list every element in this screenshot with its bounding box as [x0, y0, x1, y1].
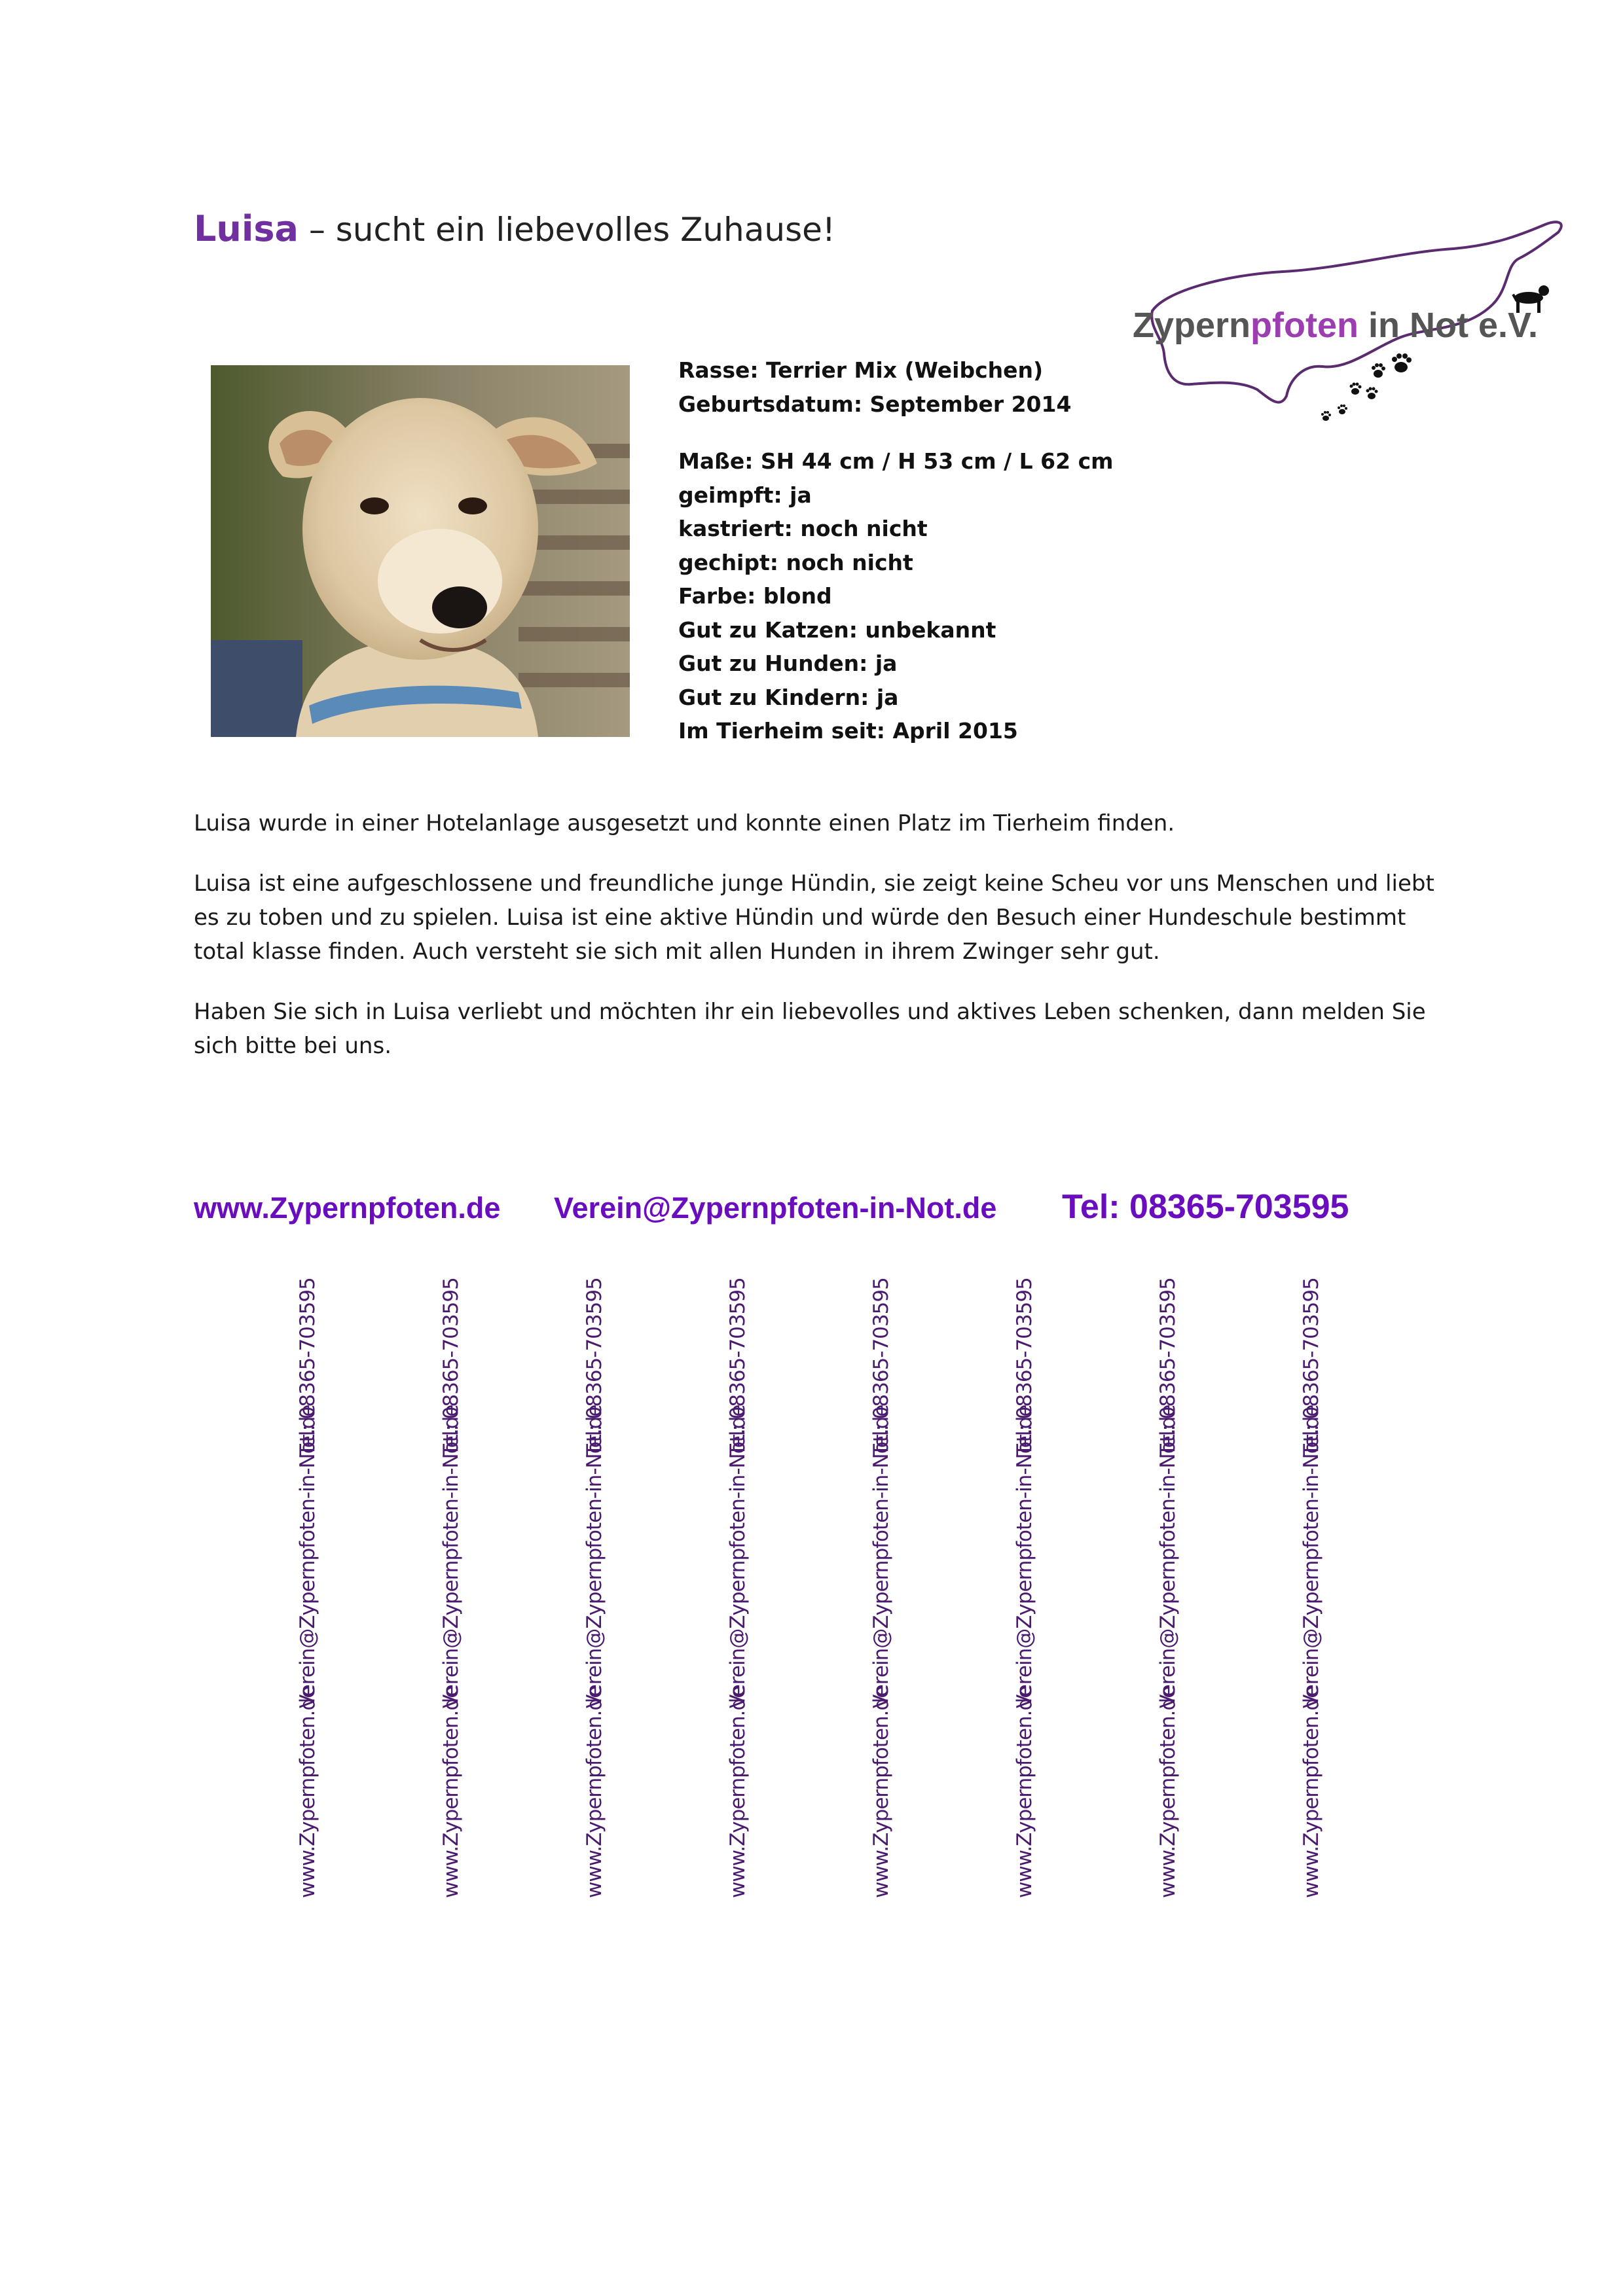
paragraph: Haben Sie sich in Luisa verliebt und möchten ihr ein liebevolles und aktives Leben schenken, dann melden Sie sich bitte bei uns. — [194, 999, 1426, 1059]
fact-vaccinated: geimpft: ja — [678, 482, 812, 508]
organization-logo — [1126, 213, 1571, 475]
strip-email: Verein@Zypernpfoten-in-Not.de — [1013, 1405, 1036, 1708]
strip-tel: Tel: 08365-703595 — [1156, 1278, 1180, 1456]
strip-web: www.Zypernpfoten.de — [439, 1686, 463, 1898]
fact-color: Farbe: blond — [678, 583, 832, 609]
dog-facts — [678, 353, 1176, 748]
strip-web: www.Zypernpfoten.de — [1013, 1686, 1036, 1898]
paw-prints-icon — [1321, 353, 1412, 421]
page-title — [194, 208, 835, 249]
strip-tel: Tel: 08365-703595 — [296, 1278, 319, 1456]
dog-name: Luisa — [194, 208, 299, 249]
strip-tel: Tel: 08365-703595 — [583, 1278, 606, 1456]
strip-tel: Tel: 08365-703595 — [1013, 1278, 1036, 1456]
tear-strip[interactable] — [1005, 1278, 1044, 1898]
fact-breed: Rasse: Terrier Mix (Weibchen) — [678, 357, 1044, 383]
tear-strip[interactable] — [288, 1278, 327, 1898]
strip-tel: Tel: 08365-703595 — [726, 1278, 750, 1456]
strip-web: www.Zypernpfoten.de — [726, 1686, 750, 1898]
tear-strip[interactable] — [575, 1278, 614, 1898]
fact-cats: Gut zu Katzen: unbekannt — [678, 617, 996, 643]
fact-birthdate: Geburtsdatum: September 2014 — [678, 391, 1072, 417]
strip-web: www.Zypernpfoten.de — [869, 1686, 893, 1898]
strip-web: www.Zypernpfoten.de — [1156, 1686, 1180, 1898]
fact-chipped: gechipt: noch nicht — [678, 549, 913, 575]
description — [194, 806, 1451, 1089]
paragraph: Luisa ist eine aufgeschlossene und freundliche junge Hündin, sie zeigt keine Scheu vor uns Menschen und liebt es zu toben und zu spielen. Luisa ist eine aktive Hündin und würde den Besuch einer Hundeschule bestimmt total klasse finden. Auch versteht sie sich mit allen Hunden in ihrem Zwinger sehr gut. — [194, 870, 1434, 965]
strip-web: www.Zypernpfoten.de — [583, 1686, 606, 1898]
strip-email: Verein@Zypernpfoten-in-Not.de — [1300, 1405, 1323, 1708]
strip-email: Verein@Zypernpfoten-in-Not.de — [1156, 1405, 1180, 1708]
phone-number: Tel: 08365-703595 — [1062, 1188, 1349, 1226]
tear-strip[interactable] — [718, 1278, 757, 1898]
tear-strip[interactable] — [862, 1278, 901, 1898]
dog-photo — [211, 365, 630, 737]
strip-web: www.Zypernpfoten.de — [1300, 1686, 1323, 1898]
tear-strip[interactable] — [1148, 1278, 1188, 1898]
strip-tel: Tel: 08365-703595 — [439, 1278, 463, 1456]
svg-text:Zypernpfoten in Not e.V.: Zypernpfoten in Not e.V. — [1133, 306, 1539, 345]
website-link[interactable]: www.Zypernpfoten.de — [194, 1191, 501, 1225]
strip-tel: Tel: 08365-703595 — [1300, 1278, 1323, 1456]
tear-strip[interactable] — [1292, 1278, 1331, 1898]
fact-shelter-since: Im Tierheim seit: April 2015 — [678, 718, 1018, 744]
email-link[interactable]: Verein@Zypernpfoten-in-Not.de — [554, 1191, 997, 1225]
fact-neutered: kastriert: noch nicht — [678, 516, 928, 541]
strip-email: Verein@Zypernpfoten-in-Not.de — [583, 1405, 606, 1708]
tear-strip[interactable] — [431, 1278, 471, 1898]
strip-email: Verein@Zypernpfoten-in-Not.de — [726, 1405, 750, 1708]
strip-email: Verein@Zypernpfoten-in-Not.de — [439, 1405, 463, 1708]
paragraph: Luisa wurde in einer Hotelanlage ausgesetzt und konnte einen Platz im Tierheim finden. — [194, 810, 1175, 836]
strip-email: Verein@Zypernpfoten-in-Not.de — [296, 1405, 319, 1708]
fact-measurements: Maße: SH 44 cm / H 53 cm / L 62 cm — [678, 448, 1114, 474]
fact-children: Gut zu Kindern: ja — [678, 684, 899, 710]
strip-email: Verein@Zypernpfoten-in-Not.de — [869, 1405, 893, 1708]
strip-tel: Tel: 08365-703595 — [869, 1278, 893, 1456]
fact-dogs: Gut zu Hunden: ja — [678, 651, 898, 676]
strip-web: www.Zypernpfoten.de — [296, 1686, 319, 1898]
page-tagline: – sucht ein liebevolles Zuhause! — [298, 211, 835, 249]
